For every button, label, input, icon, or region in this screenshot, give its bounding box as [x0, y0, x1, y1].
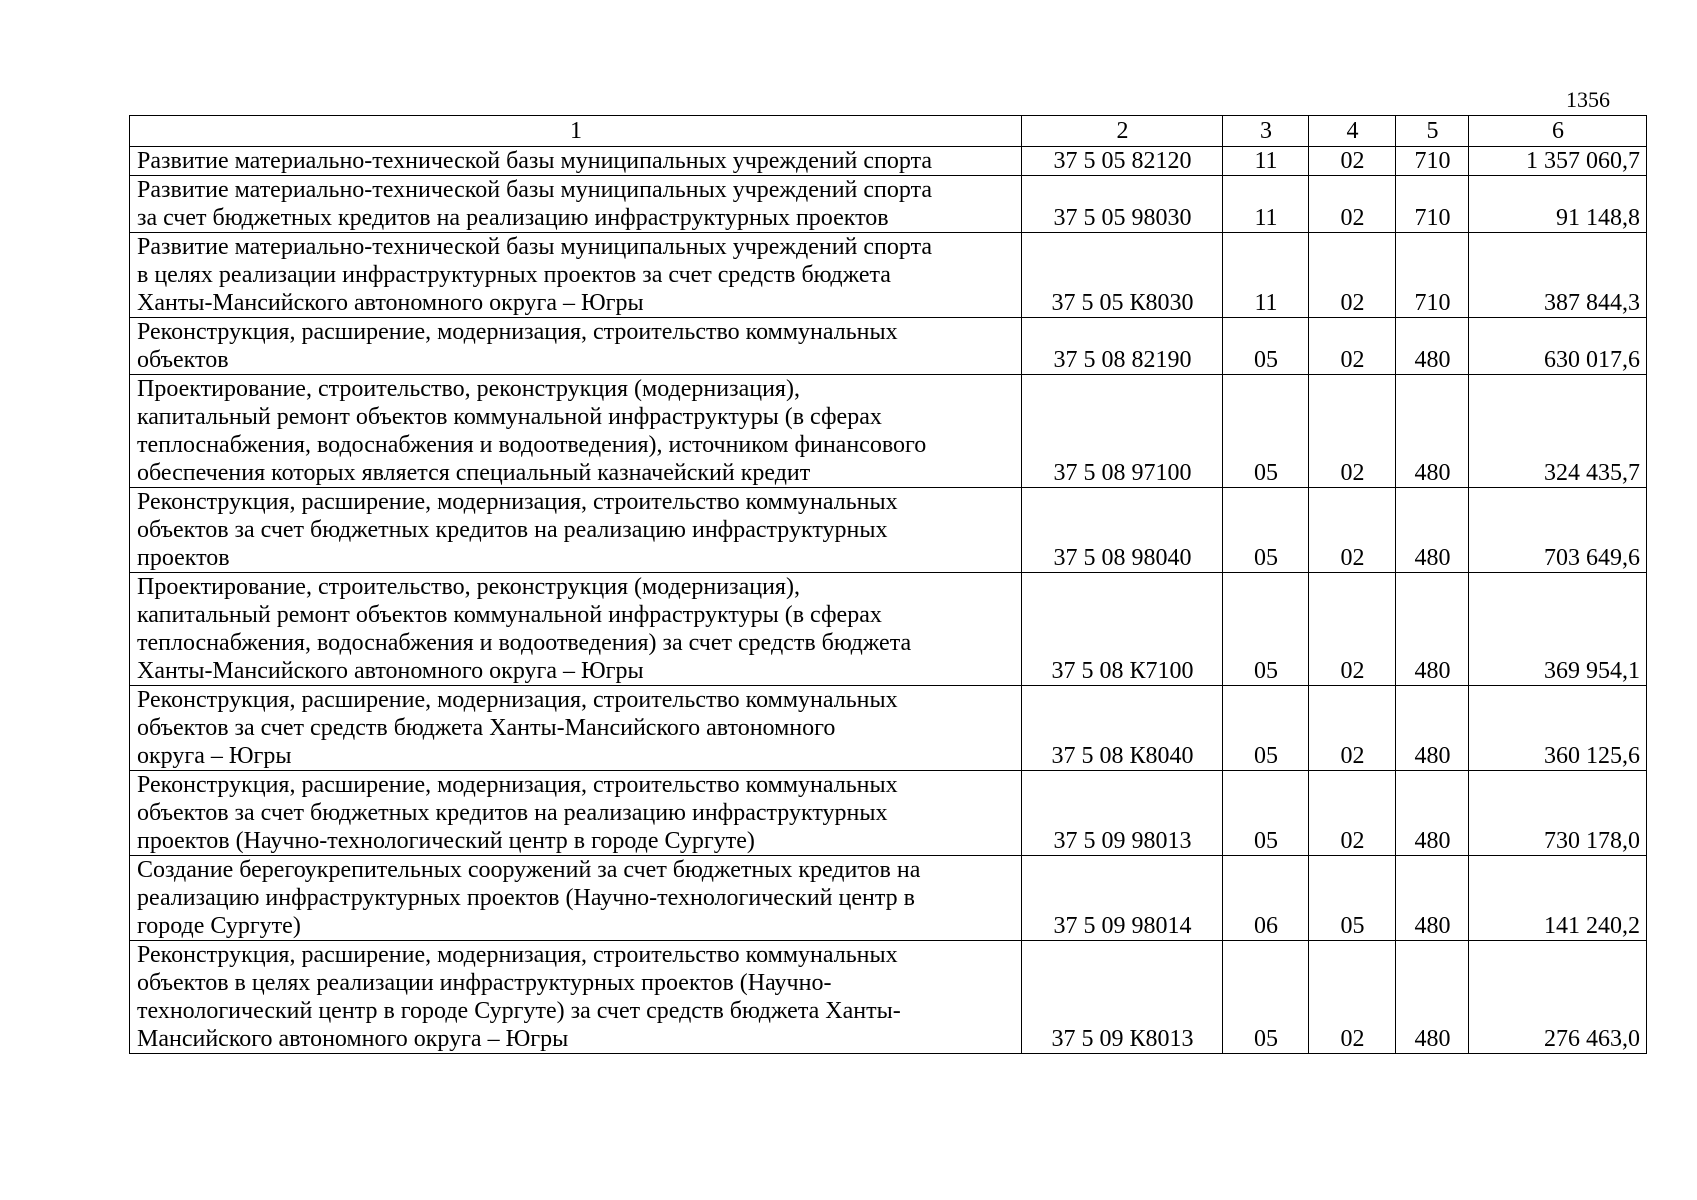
cell-name-line: Развитие материально-технической базы муниципальных учреждений спорта — [137, 177, 933, 203]
cell-section: 11 — [1223, 147, 1309, 176]
cell-code: 37 5 09 К8013 — [1022, 941, 1223, 1054]
cell-name — [130, 233, 1022, 318]
cell-subsection: 02 — [1309, 941, 1396, 1054]
cell-name-line: Мансийского автономного округа – Югры — [137, 1026, 569, 1052]
cell-code: 37 5 08 К8040 — [1022, 686, 1223, 771]
cell-name — [130, 941, 1022, 1054]
cell-subsection: 02 — [1309, 771, 1396, 856]
cell-code: 37 5 05 98030 — [1022, 176, 1223, 233]
cell-code: 37 5 09 98013 — [1022, 771, 1223, 856]
cell-name-line: теплоснабжения, водоснабжения и водоотведения), источником финансового — [137, 432, 927, 458]
cell-name — [130, 771, 1022, 856]
cell-sum: 91 148,8 — [1469, 176, 1647, 233]
cell-name-line: реализацию инфраструктурных проектов (Научно-технологический центр в — [137, 885, 915, 911]
cell-expense-type: 480 — [1396, 318, 1469, 375]
cell-section: 11 — [1223, 233, 1309, 318]
header-cell: 2 — [1022, 116, 1223, 147]
cell-name-line: Развитие материально-технической базы муниципальных учреждений спорта — [137, 234, 933, 260]
cell-name-line: Реконструкция, расширение, модернизация, строительство коммунальных — [137, 942, 898, 968]
cell-section: 05 — [1223, 573, 1309, 686]
cell-sum: 703 649,6 — [1469, 488, 1647, 573]
cell-name-line: за счет бюджетных кредитов на реализацию инфраструктурных проектов — [137, 205, 889, 231]
cell-expense-type: 480 — [1396, 488, 1469, 573]
cell-name-line: проектов (Научно-технологический центр в городе Сургуте) — [137, 828, 755, 854]
cell-sum: 369 954,1 — [1469, 573, 1647, 686]
cell-code: 37 5 08 82190 — [1022, 318, 1223, 375]
cell-section: 05 — [1223, 686, 1309, 771]
table-row — [130, 318, 1647, 375]
cell-subsection: 05 — [1309, 856, 1396, 941]
cell-sum: 141 240,2 — [1469, 856, 1647, 941]
table-row — [130, 488, 1647, 573]
header-cell: 4 — [1309, 116, 1396, 147]
cell-name-line: Ханты-Мансийского автономного округа – Югры — [137, 290, 644, 316]
cell-name-line: округа – Югры — [137, 743, 292, 769]
cell-name-line: объектов — [137, 347, 229, 373]
cell-expense-type: 710 — [1396, 176, 1469, 233]
cell-name-line: капитальный ремонт объектов коммунальной инфраструктуры (в сферах — [137, 404, 882, 430]
cell-name — [130, 686, 1022, 771]
cell-code: 37 5 09 98014 — [1022, 856, 1223, 941]
cell-code: 37 5 05 К8030 — [1022, 233, 1223, 318]
header-cell: 3 — [1223, 116, 1309, 147]
cell-subsection: 02 — [1309, 176, 1396, 233]
cell-name — [130, 375, 1022, 488]
cell-expense-type: 480 — [1396, 771, 1469, 856]
cell-expense-type: 710 — [1396, 233, 1469, 318]
cell-subsection: 02 — [1309, 233, 1396, 318]
cell-name — [130, 488, 1022, 573]
cell-name — [130, 573, 1022, 686]
cell-subsection: 02 — [1309, 573, 1396, 686]
table-row — [130, 176, 1647, 233]
cell-name-line: капитальный ремонт объектов коммунальной инфраструктуры (в сферах — [137, 602, 882, 628]
cell-name-line: Проектирование, строительство, реконструкция (модернизация), — [137, 574, 800, 600]
cell-name-line: проектов — [137, 545, 230, 571]
cell-code: 37 5 08 98040 — [1022, 488, 1223, 573]
cell-name-line: объектов за счет бюджетных кредитов на реализацию инфраструктурных — [137, 800, 888, 826]
cell-code: 37 5 08 К7100 — [1022, 573, 1223, 686]
cell-section: 05 — [1223, 941, 1309, 1054]
table-row — [130, 375, 1647, 488]
page-number: 1356 — [1566, 87, 1610, 112]
cell-name-line: Реконструкция, расширение, модернизация, строительство коммунальных — [137, 489, 898, 515]
cell-code: 37 5 08 97100 — [1022, 375, 1223, 488]
cell-sum: 387 844,3 — [1469, 233, 1647, 318]
cell-sum: 630 017,6 — [1469, 318, 1647, 375]
cell-name-line: объектов за счет средств бюджета Ханты-Мансийского автономного — [137, 715, 836, 741]
cell-section: 05 — [1223, 375, 1309, 488]
cell-name — [130, 176, 1022, 233]
cell-expense-type: 480 — [1396, 941, 1469, 1054]
header-cell: 6 — [1469, 116, 1647, 147]
cell-name-line: городе Сургуте) — [137, 913, 301, 939]
table-row — [130, 856, 1647, 941]
cell-name-line: Реконструкция, расширение, модернизация, строительство коммунальных — [137, 772, 898, 798]
cell-section: 05 — [1223, 771, 1309, 856]
table-row — [130, 686, 1647, 771]
cell-name-line: объектов за счет бюджетных кредитов на реализацию инфраструктурных — [137, 517, 888, 543]
cell-subsection: 02 — [1309, 488, 1396, 573]
cell-name-line: в целях реализации инфраструктурных проектов за счет средств бюджета — [137, 262, 891, 288]
table-row — [130, 233, 1647, 318]
budget-table — [129, 115, 1647, 1054]
cell-name-line: технологический центр в городе Сургуте) за счет средств бюджета Ханты- — [137, 998, 901, 1024]
table-row — [130, 771, 1647, 856]
cell-name-line: Реконструкция, расширение, модернизация, строительство коммунальных — [137, 687, 898, 713]
cell-section: 11 — [1223, 176, 1309, 233]
cell-name-line: Развитие материально-технической базы муниципальных учреждений спорта — [137, 148, 933, 174]
cell-name-line: обеспечения которых является специальный казначейский кредит — [137, 460, 811, 486]
cell-name — [130, 147, 1022, 176]
cell-expense-type: 480 — [1396, 686, 1469, 771]
cell-sum: 1 357 060,7 — [1469, 147, 1647, 176]
cell-sum: 324 435,7 — [1469, 375, 1647, 488]
cell-name-line: объектов в целях реализации инфраструктурных проектов (Научно- — [137, 970, 832, 996]
cell-expense-type: 480 — [1396, 573, 1469, 686]
cell-name-line: Создание берегоукрепительных сооружений за счет бюджетных кредитов на — [137, 857, 921, 883]
cell-expense-type: 710 — [1396, 147, 1469, 176]
cell-sum: 276 463,0 — [1469, 941, 1647, 1054]
cell-name — [130, 856, 1022, 941]
cell-name — [130, 318, 1022, 375]
header-cell: 1 — [130, 116, 1022, 147]
cell-subsection: 02 — [1309, 318, 1396, 375]
header-cell: 5 — [1396, 116, 1469, 147]
cell-subsection: 02 — [1309, 147, 1396, 176]
table-row — [130, 147, 1647, 176]
table-row — [130, 941, 1647, 1054]
cell-expense-type: 480 — [1396, 375, 1469, 488]
cell-subsection: 02 — [1309, 686, 1396, 771]
cell-sum: 730 178,0 — [1469, 771, 1647, 856]
cell-name-line: теплоснабжения, водоснабжения и водоотведения) за счет средств бюджета — [137, 630, 912, 656]
cell-name-line: Ханты-Мансийского автономного округа – Югры — [137, 658, 644, 684]
cell-expense-type: 480 — [1396, 856, 1469, 941]
cell-code: 37 5 05 82120 — [1022, 147, 1223, 176]
cell-name-line: Проектирование, строительство, реконструкция (модернизация), — [137, 376, 800, 402]
cell-section: 05 — [1223, 318, 1309, 375]
table-row — [130, 573, 1647, 686]
cell-section: 06 — [1223, 856, 1309, 941]
cell-name-line: Реконструкция, расширение, модернизация, строительство коммунальных — [137, 319, 898, 345]
cell-section: 05 — [1223, 488, 1309, 573]
cell-subsection: 02 — [1309, 375, 1396, 488]
cell-sum: 360 125,6 — [1469, 686, 1647, 771]
header-row — [130, 116, 1647, 147]
table-body — [130, 116, 1647, 1054]
